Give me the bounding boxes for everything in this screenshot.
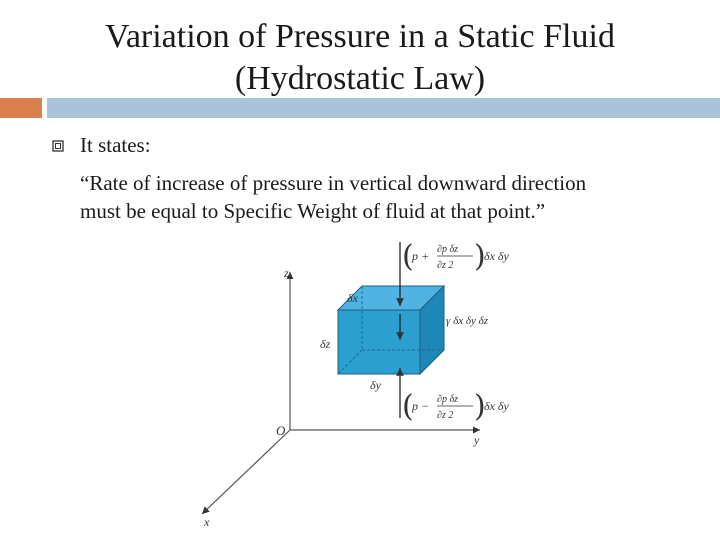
- top-frac-numerator: ∂p δz: [437, 244, 458, 255]
- hydrostatic-law-statement: [80, 169, 690, 225]
- top-p-text: p +: [412, 249, 430, 263]
- origin-label: O: [276, 423, 286, 438]
- y-axis-label: y: [474, 433, 480, 447]
- top-frac-denominator: ∂z 2: [437, 260, 454, 271]
- cube-front-face: [338, 310, 420, 374]
- square-bullet-icon: [52, 140, 64, 152]
- x-axis-label: x: [204, 515, 210, 529]
- fluid-element-diagram: [190, 232, 530, 532]
- x-axis: [202, 430, 290, 514]
- title-accent-blue-bar: [47, 98, 720, 118]
- top-pressure-expression: [402, 239, 509, 274]
- top-open-paren: (: [402, 239, 414, 274]
- quote-line-2: must be equal to Specific Weight of fluid at that point.”: [80, 199, 546, 223]
- slide-title: [20, 16, 700, 100]
- bottom-pressure-expression: [402, 389, 509, 424]
- z-axis-label: z: [284, 266, 289, 280]
- title-line-2: (Hydrostatic Law): [234, 60, 486, 97]
- dy-label: δy: [370, 378, 381, 392]
- title-accent-orange-bar: [0, 98, 42, 118]
- bullet-text: It states:: [80, 133, 151, 157]
- bottom-p-text: p −: [412, 399, 430, 413]
- bottom-frac-numerator: ∂p δz: [437, 394, 458, 405]
- weight-label: γ δx δy δz: [446, 315, 488, 327]
- dx-label: δx: [347, 291, 358, 305]
- title-line-1: Variation of Pressure in a Static Fluid: [105, 18, 615, 55]
- bottom-tail-text: δx δy: [484, 399, 509, 413]
- quote-line-1: “Rate of increase of pressure in vertical downward direction: [80, 171, 587, 195]
- bottom-open-paren: (: [402, 389, 414, 424]
- fluid-element-svg: [190, 232, 530, 532]
- bottom-frac-denominator: ∂z 2: [437, 410, 454, 421]
- dz-label: δz: [320, 337, 331, 351]
- top-tail-text: δx δy: [484, 249, 509, 263]
- top-close-paren: ): [474, 239, 486, 274]
- bottom-close-paren: ): [474, 389, 486, 424]
